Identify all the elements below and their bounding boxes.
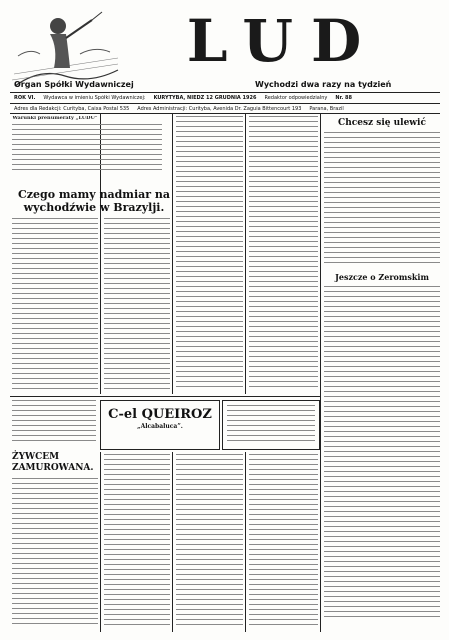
year-label: ROK VI. bbox=[14, 95, 36, 101]
lead-article-title: Czego mamy nadmiar na wychodźwie w Brazylji. bbox=[18, 188, 170, 214]
bottom-col-1-text bbox=[12, 478, 98, 632]
publisher-note: Wydawca w imieniu Spółki Wydawniczej: bbox=[43, 95, 146, 101]
right-article-title: Chcesz się ulewić bbox=[338, 118, 426, 128]
column-1-lower-text bbox=[12, 400, 96, 448]
editor-note: Redaktor odpowiedzialny bbox=[264, 95, 328, 101]
organ-label: Organ Spółki Wydawniczej bbox=[14, 80, 134, 89]
place-date: KURYTYBA, NIEDZ 12 GRUDNIA 1926 bbox=[153, 95, 257, 101]
ad-title: C-el QUEIROZ bbox=[108, 407, 212, 422]
bottom-article-title: ŻYWCEM ZAMUROWANA. bbox=[12, 452, 94, 473]
ad-subtitle: „Alcabaluca”. bbox=[137, 423, 183, 430]
frequency-label: Wychodzi dwa razy na tydzień bbox=[255, 80, 392, 89]
column-rule-7 bbox=[245, 452, 246, 632]
masthead-title: LUD bbox=[186, 7, 380, 75]
state-label: Parana, Brazil bbox=[309, 105, 344, 112]
ad-box bbox=[100, 400, 220, 450]
prices-table bbox=[12, 124, 162, 184]
column-rule-6 bbox=[172, 452, 173, 632]
column-rule-4 bbox=[320, 114, 321, 632]
masthead-illustration bbox=[10, 8, 120, 90]
masthead bbox=[10, 8, 440, 90]
middle-divider bbox=[10, 396, 320, 397]
column-rule-3 bbox=[245, 114, 246, 394]
column-1-text bbox=[12, 218, 98, 394]
right-article-title-2: Jeszcze o Zeromskim bbox=[335, 272, 429, 282]
bottom-col-3-text bbox=[176, 454, 243, 632]
right-column-text-1 bbox=[324, 132, 440, 270]
bottom-col-4-text bbox=[249, 454, 318, 632]
column-2-text bbox=[104, 218, 170, 394]
column-rule-5 bbox=[100, 452, 101, 632]
address-editorial: Adres dla Redakcji: Curityba, Caixa Postal 535 bbox=[14, 105, 130, 112]
issue-number: Nr. 88 bbox=[335, 95, 352, 101]
info-row-1 bbox=[10, 92, 440, 103]
column-3-text bbox=[176, 116, 243, 394]
address-admin: Adres Administracji: Curityba, Avenida Dr. Zaguia Bittencourt 193 bbox=[137, 105, 302, 112]
column-4-text bbox=[249, 116, 318, 394]
column-rule-2 bbox=[172, 114, 173, 394]
right-column-text-2 bbox=[324, 286, 440, 632]
bottom-col-2-text bbox=[104, 454, 170, 632]
prices-heading: Warunki prenumeraty „LUDU” bbox=[12, 116, 98, 121]
ad-table bbox=[222, 400, 320, 450]
info-row-2 bbox=[10, 103, 440, 114]
